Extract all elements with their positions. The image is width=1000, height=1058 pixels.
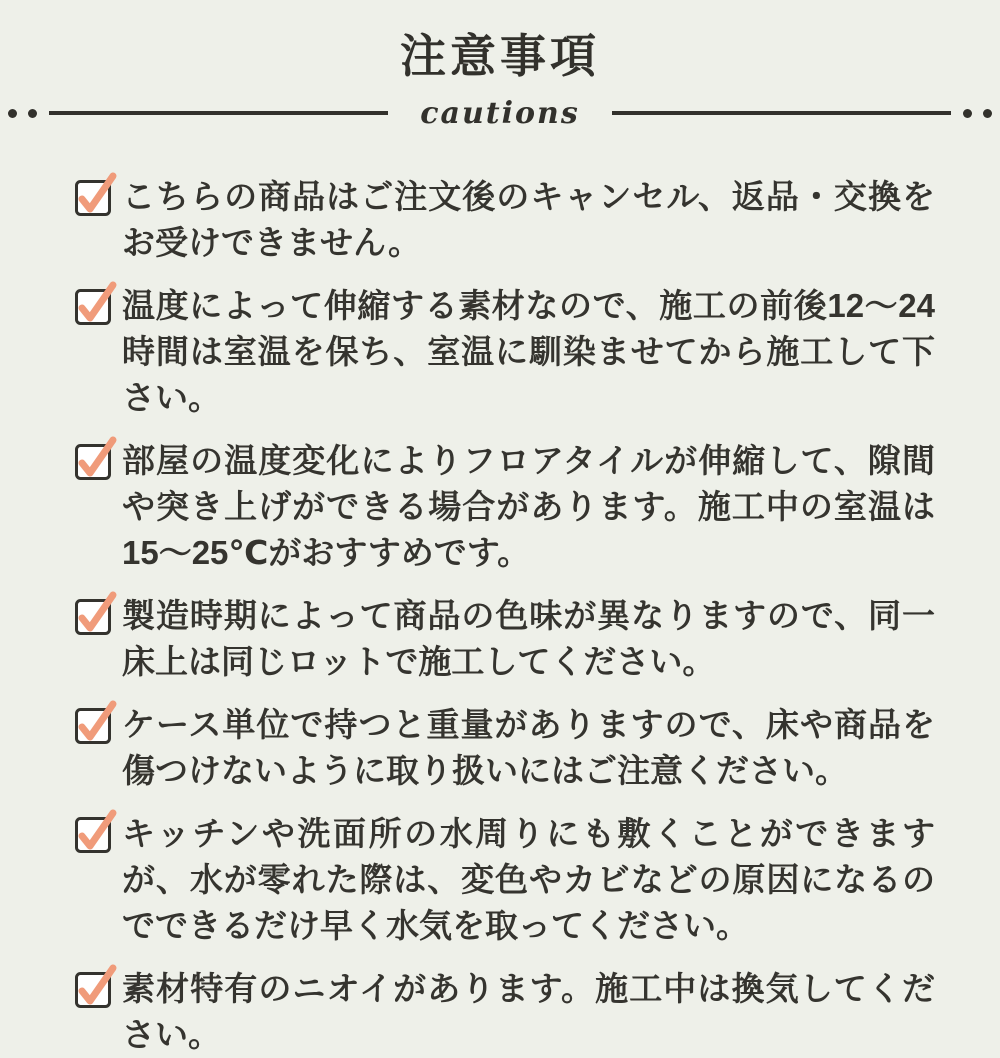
caution-item	[75, 174, 935, 266]
page-title: 注意事項	[400, 30, 600, 82]
caution-text: 製造時期によって商品の色味が異なりますので、同一床上は同じロットで施工してください。	[122, 597, 935, 680]
divider-dot	[983, 109, 992, 118]
caution-item	[75, 702, 935, 794]
checked-checkbox-icon	[75, 289, 111, 325]
divider-dot	[8, 109, 17, 118]
checked-checkbox-icon	[75, 708, 111, 744]
divider-dot	[963, 109, 972, 118]
subtitle: cautions	[420, 95, 580, 131]
caution-item	[75, 283, 935, 421]
caution-list	[75, 174, 935, 1058]
checked-checkbox-icon	[75, 180, 111, 216]
checked-checkbox-icon	[75, 817, 111, 853]
divider-line	[612, 111, 951, 115]
caution-text: キッチンや洗面所の水周りにも敷くことができますが、水が零れた際は、変色やカビなどの原因になるのでできるだけ早く水気を取ってください。	[122, 815, 935, 944]
divider	[0, 95, 1000, 131]
checked-checkbox-icon	[75, 972, 111, 1008]
checked-checkbox-icon	[75, 599, 111, 635]
checked-checkbox-icon	[75, 444, 111, 480]
caution-text: 部屋の温度変化によりフロアタイルが伸縮して、隙間や突き上げができる場合があります。施工中の室温は15〜25℃がおすすめです。	[122, 442, 935, 571]
caution-item	[75, 593, 935, 685]
caution-item	[75, 966, 935, 1058]
caution-item	[75, 811, 935, 949]
divider-dot	[28, 109, 37, 118]
divider-line	[49, 111, 388, 115]
caution-text: こちらの商品はご注文後のキャンセル、返品・交換をお受けできません。	[122, 178, 935, 261]
caution-text: 温度によって伸縮する素材なので、施工の前後12〜24時間は室温を保ち、室温に馴染ませてから施工して下さい。	[122, 287, 935, 416]
caution-text: ケース単位で持つと重量がありますので、床や商品を傷つけないように取り扱いにはご注意ください。	[122, 706, 935, 789]
caution-text: 素材特有のニオイがあります。施工中は換気してください。	[122, 970, 935, 1053]
caution-item	[75, 438, 935, 576]
